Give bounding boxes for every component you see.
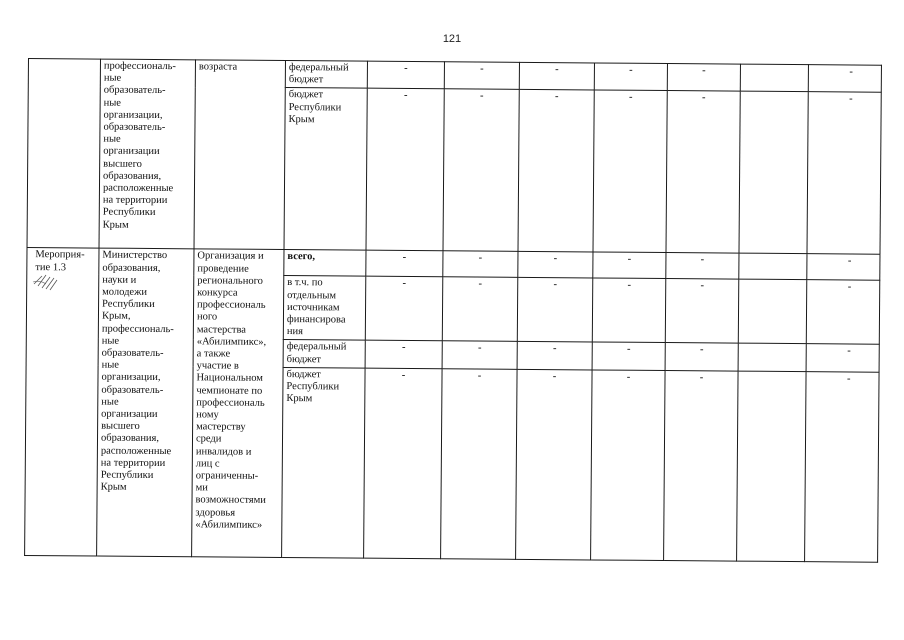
value-cell: - xyxy=(666,91,740,254)
value-cell: - xyxy=(518,252,593,279)
source-cell: в т.ч. по отдельным источникам финансирова ния xyxy=(283,276,366,341)
description-cell: возраста xyxy=(194,60,285,250)
value-cell: - xyxy=(664,370,738,561)
table-row xyxy=(27,248,880,281)
value-cell: - xyxy=(367,61,444,89)
value-cell: - xyxy=(806,344,879,372)
value-cell: - xyxy=(365,277,443,342)
value-cell xyxy=(738,279,807,344)
value-cell: - xyxy=(806,280,880,345)
source-cell: федеральный бюджет xyxy=(283,340,365,368)
value-cell xyxy=(738,344,806,372)
value-cell xyxy=(737,371,806,562)
source-cell: федеральный бюджет xyxy=(285,61,367,89)
value-cell: - xyxy=(593,90,667,253)
source-cell: всего, xyxy=(284,250,366,277)
value-cell: - xyxy=(366,89,444,252)
value-cell: - xyxy=(442,341,517,369)
value-cell: - xyxy=(807,92,881,255)
value-cell: - xyxy=(365,341,442,369)
executor-cell: Министерство образования, науки и молодежи Республики Крым, профессиональ- ные образователь- ные организации, образователь- ные организации высшего образования, расположенные на территории Республики Крым xyxy=(97,248,194,556)
value-cell: - xyxy=(805,371,879,562)
event-cell xyxy=(27,59,100,249)
value-cell: - xyxy=(441,369,517,560)
value-cell: - xyxy=(444,62,519,90)
budget-table xyxy=(24,58,882,563)
value-cell: - xyxy=(592,342,665,370)
value-cell: - xyxy=(443,251,518,278)
source-cell: бюджет Республики Крым xyxy=(282,367,365,558)
description-cell: Организация и проведение регионального конкурса профессиональ ного мастерства «Абилимпикс», а также участие в Национальном чемпионате по профессиональ ному мастерству среди инвалидов и лиц с ограниченны- ми возможностями здоровья «Абилимпикс» xyxy=(192,249,284,557)
page-number: 121 xyxy=(442,33,462,45)
value-cell xyxy=(739,253,807,280)
table-row xyxy=(28,59,881,93)
value-cell: - xyxy=(665,343,738,371)
value-cell: - xyxy=(592,278,666,343)
value-cell: - xyxy=(364,368,442,559)
value-cell: - xyxy=(516,369,592,560)
value-cell: - xyxy=(591,370,665,561)
value-cell: - xyxy=(518,90,594,253)
value-cell: - xyxy=(667,64,740,92)
value-cell: - xyxy=(593,252,666,279)
value-cell: - xyxy=(666,253,739,280)
value-cell: - xyxy=(519,62,594,90)
value-cell: - xyxy=(807,254,880,281)
value-cell: - xyxy=(808,65,881,93)
table-body xyxy=(25,59,882,563)
value-cell: - xyxy=(517,342,592,370)
value-cell: - xyxy=(517,278,593,343)
source-cell: бюджет Республики Крым xyxy=(284,88,367,251)
value-cell: - xyxy=(442,277,518,342)
value-cell: - xyxy=(594,63,667,91)
value-cell xyxy=(740,64,808,92)
value-cell xyxy=(739,92,808,255)
executor-cell: профессиональ- ные образователь- ные организации, образователь- ные организации высшего образования, расположенные на территории Республики Крым xyxy=(99,59,195,249)
event-cell: Мероприя- тие 1.3 xyxy=(25,248,99,556)
value-cell: - xyxy=(665,279,739,344)
value-cell: - xyxy=(443,89,519,252)
value-cell: - xyxy=(366,251,443,278)
